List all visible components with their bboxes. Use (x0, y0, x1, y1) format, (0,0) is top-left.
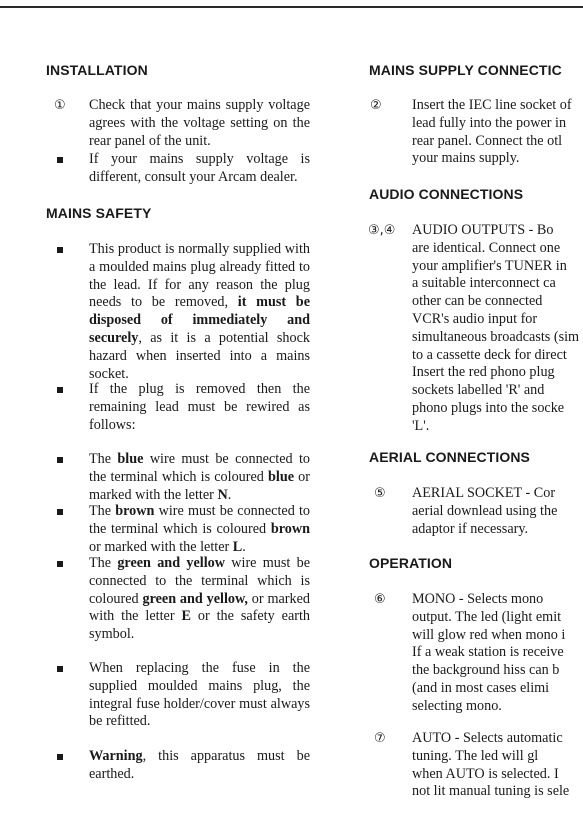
aerial-connections-heading: AERIAL CONNECTIONS (369, 449, 530, 465)
text-line: selecting mono. (412, 697, 502, 714)
text-line: VCR's audio input for (412, 310, 538, 327)
text-line: AUTO - Selects automatic (412, 730, 563, 746)
safety-item-5 (89, 555, 310, 644)
safety-item-5-text: The green and yellow wire must be connected to the terminal which is coloured green and yellow, or marked with the letter E or the safety earth symbol. (89, 555, 310, 643)
text-line: will glow red when mono i (412, 626, 566, 643)
text-line: tuning. The led will gl (412, 747, 539, 764)
installation-item-2 (89, 151, 310, 187)
text-line: AERIAL SOCKET - Cor (412, 485, 556, 501)
step-7-marker: ⑦ (374, 731, 386, 746)
safety-item-6 (89, 660, 310, 731)
text-line: MONO - Selects mono (412, 591, 544, 607)
safety-item-7-text: Warning, this apparatus must be earthed. (89, 748, 310, 782)
text-line: Insert the IEC line socket of (412, 97, 572, 113)
text-line: aerial downlead using the (412, 502, 558, 519)
text-line: AUDIO OUTPUTS - Bo (412, 222, 554, 238)
warning-bullet-icon (57, 754, 63, 760)
mains-supply-item (370, 97, 583, 168)
mains-supply-heading: MAINS SUPPLY CONNECTIC (369, 62, 562, 78)
auto-item (374, 730, 583, 801)
bullet-icon (57, 561, 63, 567)
text-line: rear panel. Connect the otl (412, 132, 563, 149)
installation-heading: INSTALLATION (46, 62, 148, 78)
step-3-4-marker: ③,④ (368, 223, 396, 238)
safety-item-1 (89, 241, 310, 383)
text-line: If a weak station is receive (412, 644, 564, 661)
bullet-icon (57, 387, 63, 393)
text-line: your mains supply. (412, 150, 520, 167)
safety-item-2 (89, 381, 310, 434)
safety-item-7 (89, 748, 310, 784)
mains-safety-heading: MAINS SAFETY (46, 205, 152, 221)
text-line: 'L'. (412, 417, 430, 434)
aerial-socket-item (374, 485, 583, 538)
top-rule (0, 6, 583, 8)
text-line: simultaneous broadcasts (sim (412, 328, 580, 345)
step-6-marker: ⑥ (374, 592, 386, 607)
installation-item-2-text: If your mains supply voltage is different, consult your Arcam dealer. (89, 151, 310, 185)
bullet-icon (57, 157, 63, 163)
safety-item-3 (89, 451, 310, 504)
audio-outputs-item (368, 222, 583, 436)
bullet-icon (57, 666, 63, 672)
text-line: the background hiss can b (412, 662, 560, 679)
step-5-marker: ⑤ (374, 486, 386, 501)
bullet-icon (57, 509, 63, 515)
bullet-icon (57, 247, 63, 253)
text-line: lead fully into the power in (412, 114, 567, 131)
bullet-icon (57, 457, 63, 463)
operation-heading: OPERATION (369, 555, 453, 571)
text-line: output. The led (light emit (412, 608, 562, 625)
text-line: other can be connected (412, 293, 543, 310)
text-line: (and in most cases elimi (412, 679, 550, 696)
text-line: when AUTO is selected. I (412, 765, 559, 782)
text-line: Insert the red phono plug (412, 364, 555, 381)
text-line: phono plugs into the socke (412, 399, 565, 416)
installation-item-1-text: Check that your mains supply voltage agrees with the voltage setting on the rear panel of the unit. (89, 97, 310, 149)
text-line: to a cassette deck for direct (412, 346, 567, 363)
safety-item-4 (89, 503, 310, 556)
installation-item-1 (54, 97, 310, 150)
text-line: your amplifier's TUNER in (412, 257, 567, 274)
safety-item-6-text: When replacing the fuse in the supplied moulded mains plug, the integral fuse holder/cover must always be refitted. (89, 660, 310, 730)
safety-item-3-text: The blue wire must be connected to the terminal which is coloured blue or marked with the letter N. (89, 451, 310, 503)
text-line: adaptor if necessary. (412, 520, 529, 537)
safety-item-4-text: The brown wire must be connected to the terminal which is coloured brown or marked with the letter L. (89, 503, 310, 555)
audio-connections-heading: AUDIO CONNECTIONS (369, 186, 524, 202)
mono-item (374, 591, 583, 716)
step-1-marker: ① (54, 98, 66, 113)
safety-item-1-text: This product is normally supplied with a moulded mains plug already fitted to the lead. If for any reason the plug needs to be removed, it must be disposed of immediately and securely, as it is a potential shock hazard when inserted into a mains socket. (89, 241, 310, 382)
text-line: not lit manual tuning is sele (412, 783, 570, 800)
text-line: are identical. Connect one (412, 239, 561, 256)
text-line: sockets labelled 'R' and (412, 382, 545, 399)
text-line: a suitable interconnect ca (412, 275, 556, 292)
safety-item-2-text: If the plug is removed then the remaining lead must be rewired as follows: (89, 381, 310, 433)
step-2-marker: ② (370, 98, 382, 113)
